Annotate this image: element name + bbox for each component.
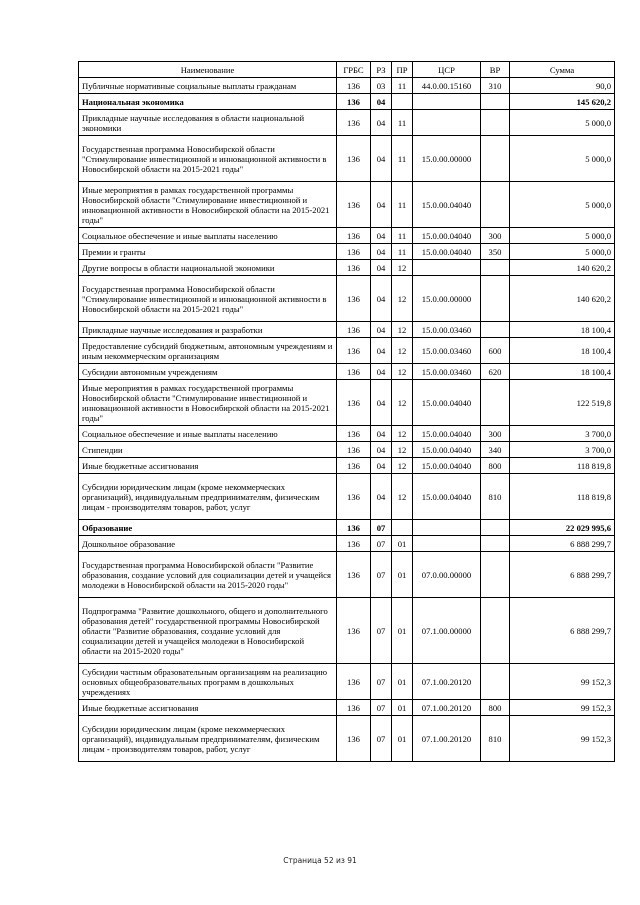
cell-rz: 04 <box>371 110 392 136</box>
cell-vr <box>481 322 510 338</box>
cell-grbs: 136 <box>337 700 371 716</box>
cell-pr: 12 <box>392 260 413 276</box>
cell-grbs: 136 <box>337 552 371 598</box>
cell-name: Подпрограмма "Развитие дошкольного, общего и дополнительного образования детей" государственной программы Новосибирской области "Развитие образования, создание условий для социализации детей и учащейся молодежи в Новосибирской области на 2015-2020 годы" <box>79 598 337 664</box>
cell-grbs: 136 <box>337 244 371 260</box>
cell-pr: 01 <box>392 598 413 664</box>
cell-sum: 6 888 299,7 <box>510 552 615 598</box>
cell-grbs: 136 <box>337 458 371 474</box>
cell-name: Государственная программа Новосибирской области "Развитие образования, создание условий для социализации детей и учащейся молодежи в Новосибирской области на 2015-2020 годы" <box>79 552 337 598</box>
cell-grbs: 136 <box>337 426 371 442</box>
cell-rz: 04 <box>371 182 392 228</box>
cell-grbs: 136 <box>337 664 371 700</box>
cell-grbs: 136 <box>337 474 371 520</box>
cell-sum: 18 100,4 <box>510 364 615 380</box>
cell-csr: 15.0.00.00000 <box>413 136 481 182</box>
cell-sum: 99 152,3 <box>510 664 615 700</box>
table-row <box>79 78 615 94</box>
table-row <box>79 380 615 426</box>
cell-pr: 11 <box>392 136 413 182</box>
cell-grbs: 136 <box>337 520 371 536</box>
header-name: Наименование <box>79 62 337 78</box>
cell-pr: 12 <box>392 338 413 364</box>
cell-name: Предоставление субсидий бюджетным, автономным учреждениям и иным некоммерческим организациям <box>79 338 337 364</box>
cell-pr: 12 <box>392 380 413 426</box>
cell-pr: 12 <box>392 276 413 322</box>
cell-name: Социальное обеспечение и иные выплаты населению <box>79 426 337 442</box>
cell-rz: 07 <box>371 664 392 700</box>
cell-pr: 11 <box>392 244 413 260</box>
cell-name: Иные мероприятия в рамках государственной программы Новосибирской области "Стимулирование инвестиционной и инновационной активности в Новосибирской области на 2015-2021 годы" <box>79 182 337 228</box>
cell-rz: 07 <box>371 552 392 598</box>
cell-vr <box>481 380 510 426</box>
cell-sum: 140 620,2 <box>510 276 615 322</box>
cell-grbs: 136 <box>337 260 371 276</box>
header-pr: ПР <box>392 62 413 78</box>
cell-name: Социальное обеспечение и иные выплаты населению <box>79 228 337 244</box>
cell-csr <box>413 520 481 536</box>
cell-csr: 15.0.00.04040 <box>413 458 481 474</box>
cell-pr: 01 <box>392 700 413 716</box>
cell-vr: 800 <box>481 700 510 716</box>
cell-csr: 15.0.00.04040 <box>413 228 481 244</box>
cell-sum: 6 888 299,7 <box>510 536 615 552</box>
cell-pr <box>392 94 413 110</box>
cell-rz: 07 <box>371 536 392 552</box>
table-row <box>79 260 615 276</box>
cell-vr: 600 <box>481 338 510 364</box>
cell-csr: 15.0.00.04040 <box>413 442 481 458</box>
cell-vr <box>481 276 510 322</box>
cell-pr: 12 <box>392 474 413 520</box>
cell-sum: 18 100,4 <box>510 338 615 364</box>
cell-sum: 118 819,8 <box>510 474 615 520</box>
cell-name: Субсидии частным образовательным организациям на реализацию основных общеобразовательных программ в дошкольных учреждениях <box>79 664 337 700</box>
table-row <box>79 700 615 716</box>
cell-rz: 04 <box>371 260 392 276</box>
page-number: Страница 52 из 91 <box>283 856 357 865</box>
cell-grbs: 136 <box>337 380 371 426</box>
cell-rz: 04 <box>371 380 392 426</box>
cell-grbs: 136 <box>337 276 371 322</box>
cell-grbs: 136 <box>337 536 371 552</box>
cell-sum: 5 000,0 <box>510 110 615 136</box>
cell-sum: 140 620,2 <box>510 260 615 276</box>
cell-sum: 122 519,8 <box>510 380 615 426</box>
cell-csr: 44.0.00.15160 <box>413 78 481 94</box>
cell-sum: 18 100,4 <box>510 322 615 338</box>
cell-rz: 04 <box>371 458 392 474</box>
cell-csr: 07.1.00.20120 <box>413 700 481 716</box>
cell-name: Иные бюджетные ассигнования <box>79 458 337 474</box>
cell-vr: 310 <box>481 78 510 94</box>
cell-vr <box>481 136 510 182</box>
cell-vr <box>481 110 510 136</box>
table-row <box>79 110 615 136</box>
cell-pr: 11 <box>392 78 413 94</box>
cell-name: Прикладные научные исследования в области национальной экономики <box>79 110 337 136</box>
cell-sum: 90,0 <box>510 78 615 94</box>
header-vr: ВР <box>481 62 510 78</box>
cell-rz: 04 <box>371 364 392 380</box>
cell-sum: 5 000,0 <box>510 228 615 244</box>
cell-rz: 04 <box>371 322 392 338</box>
cell-csr: 15.0.00.04040 <box>413 182 481 228</box>
cell-vr: 340 <box>481 442 510 458</box>
cell-csr: 15.0.00.03460 <box>413 322 481 338</box>
cell-pr: 12 <box>392 442 413 458</box>
cell-csr: 07.0.00.00000 <box>413 552 481 598</box>
cell-name: Субсидии юридическим лицам (кроме некоммерческих организаций), индивидуальным предпринимателям, физическим лицам - производителям товаров, работ, услуг <box>79 474 337 520</box>
cell-pr: 11 <box>392 182 413 228</box>
header-sum: Сумма <box>510 62 615 78</box>
cell-grbs: 136 <box>337 110 371 136</box>
cell-vr: 620 <box>481 364 510 380</box>
table-row <box>79 442 615 458</box>
cell-name: Дошкольное образование <box>79 536 337 552</box>
table-row <box>79 664 615 700</box>
cell-grbs: 136 <box>337 716 371 762</box>
cell-rz: 04 <box>371 244 392 260</box>
cell-csr: 07.1.00.20120 <box>413 664 481 700</box>
cell-vr <box>481 520 510 536</box>
cell-csr: 15.0.00.03460 <box>413 338 481 364</box>
cell-pr: 01 <box>392 664 413 700</box>
table-row <box>79 426 615 442</box>
cell-grbs: 136 <box>337 322 371 338</box>
cell-csr: 07.1.00.20120 <box>413 716 481 762</box>
cell-vr <box>481 536 510 552</box>
table-row <box>79 94 615 110</box>
cell-pr: 01 <box>392 536 413 552</box>
header-rz: РЗ <box>371 62 392 78</box>
cell-sum: 22 029 995,6 <box>510 520 615 536</box>
cell-csr <box>413 94 481 110</box>
cell-grbs: 136 <box>337 136 371 182</box>
cell-pr: 12 <box>392 426 413 442</box>
cell-sum: 3 700,0 <box>510 442 615 458</box>
cell-name: Субсидии автономным учреждениям <box>79 364 337 380</box>
table-row <box>79 716 615 762</box>
cell-name: Государственная программа Новосибирской области "Стимулирование инвестиционной и инновационной активности в Новосибирской области на 2015-2021 годы" <box>79 136 337 182</box>
cell-rz: 07 <box>371 700 392 716</box>
cell-sum: 5 000,0 <box>510 244 615 260</box>
table-row <box>79 182 615 228</box>
table-row <box>79 338 615 364</box>
cell-csr <box>413 536 481 552</box>
cell-rz: 04 <box>371 228 392 244</box>
budget-table <box>78 61 615 762</box>
table-row <box>79 276 615 322</box>
cell-rz: 04 <box>371 276 392 322</box>
cell-csr: 15.0.00.04040 <box>413 474 481 520</box>
cell-grbs: 136 <box>337 442 371 458</box>
cell-vr: 300 <box>481 228 510 244</box>
table-row <box>79 552 615 598</box>
cell-grbs: 136 <box>337 364 371 380</box>
cell-name: Прикладные научные исследования и разработки <box>79 322 337 338</box>
table-row <box>79 322 615 338</box>
header-csr: ЦСР <box>413 62 481 78</box>
cell-csr: 15.0.00.04040 <box>413 244 481 260</box>
cell-name: Национальная экономика <box>79 94 337 110</box>
table-row <box>79 136 615 182</box>
cell-sum: 5 000,0 <box>510 136 615 182</box>
cell-pr: 11 <box>392 110 413 136</box>
cell-name: Государственная программа Новосибирской области "Стимулирование инвестиционной и инновационной активности в Новосибирской области на 2015-2021 годы" <box>79 276 337 322</box>
cell-rz: 04 <box>371 136 392 182</box>
cell-sum: 145 620,2 <box>510 94 615 110</box>
cell-csr: 07.1.00.00000 <box>413 598 481 664</box>
cell-vr: 810 <box>481 474 510 520</box>
table-row <box>79 536 615 552</box>
header-grbs: ГРБС <box>337 62 371 78</box>
cell-csr <box>413 260 481 276</box>
cell-vr <box>481 598 510 664</box>
cell-csr: 15.0.00.00000 <box>413 276 481 322</box>
cell-sum: 6 888 299,7 <box>510 598 615 664</box>
cell-sum: 5 000,0 <box>510 182 615 228</box>
cell-grbs: 136 <box>337 182 371 228</box>
cell-rz: 07 <box>371 716 392 762</box>
cell-pr: 01 <box>392 716 413 762</box>
cell-vr: 350 <box>481 244 510 260</box>
cell-pr: 12 <box>392 458 413 474</box>
cell-pr: 01 <box>392 552 413 598</box>
cell-vr: 810 <box>481 716 510 762</box>
table-row <box>79 474 615 520</box>
cell-csr: 15.0.00.03460 <box>413 364 481 380</box>
table-row <box>79 598 615 664</box>
cell-rz: 04 <box>371 442 392 458</box>
cell-name: Иные мероприятия в рамках государственной программы Новосибирской области "Стимулирование инвестиционной и инновационной активности в Новосибирской области на 2015-2021 годы" <box>79 380 337 426</box>
cell-pr: 11 <box>392 228 413 244</box>
cell-grbs: 136 <box>337 78 371 94</box>
cell-rz: 03 <box>371 78 392 94</box>
table-row <box>79 520 615 536</box>
table-body <box>79 78 615 762</box>
cell-vr: 800 <box>481 458 510 474</box>
table-row <box>79 364 615 380</box>
table-row <box>79 228 615 244</box>
cell-name: Иные бюджетные ассигнования <box>79 700 337 716</box>
cell-vr <box>481 260 510 276</box>
cell-name: Другие вопросы в области национальной экономики <box>79 260 337 276</box>
cell-name: Субсидии юридическим лицам (кроме некоммерческих организаций), индивидуальным предпринимателям, физическим лицам - производителям товаров, работ, услуг <box>79 716 337 762</box>
cell-vr <box>481 94 510 110</box>
cell-rz: 07 <box>371 520 392 536</box>
table-row <box>79 458 615 474</box>
cell-sum: 118 819,8 <box>510 458 615 474</box>
cell-name: Образование <box>79 520 337 536</box>
cell-csr <box>413 110 481 136</box>
cell-pr: 12 <box>392 364 413 380</box>
cell-rz: 04 <box>371 94 392 110</box>
cell-sum: 99 152,3 <box>510 716 615 762</box>
cell-rz: 04 <box>371 338 392 364</box>
cell-vr <box>481 664 510 700</box>
cell-grbs: 136 <box>337 338 371 364</box>
cell-rz: 04 <box>371 426 392 442</box>
cell-vr <box>481 552 510 598</box>
cell-name: Стипендии <box>79 442 337 458</box>
table-header-row <box>79 62 615 78</box>
cell-grbs: 136 <box>337 228 371 244</box>
cell-vr: 300 <box>481 426 510 442</box>
cell-sum: 3 700,0 <box>510 426 615 442</box>
cell-sum: 99 152,3 <box>510 700 615 716</box>
cell-csr: 15.0.00.04040 <box>413 380 481 426</box>
cell-csr: 15.0.00.04040 <box>413 426 481 442</box>
cell-grbs: 136 <box>337 94 371 110</box>
table-row <box>79 244 615 260</box>
cell-pr <box>392 520 413 536</box>
budget-document <box>78 61 614 762</box>
cell-rz: 07 <box>371 598 392 664</box>
cell-name: Публичные нормативные социальные выплаты гражданам <box>79 78 337 94</box>
cell-vr <box>481 182 510 228</box>
cell-name: Премии и гранты <box>79 244 337 260</box>
cell-grbs: 136 <box>337 598 371 664</box>
cell-pr: 12 <box>392 322 413 338</box>
cell-rz: 04 <box>371 474 392 520</box>
